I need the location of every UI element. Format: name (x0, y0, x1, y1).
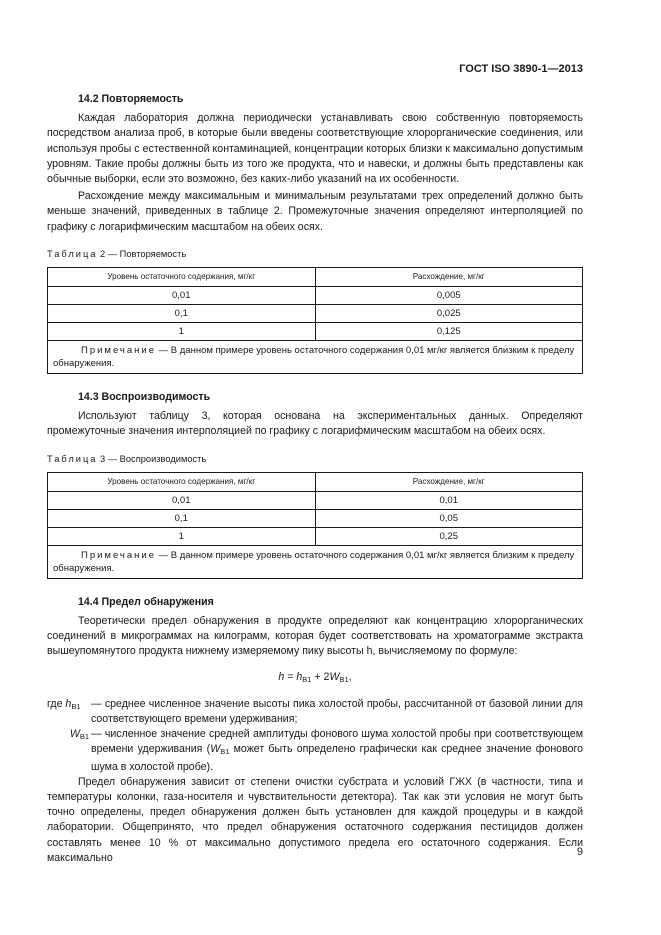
column-header-difference: Расхождение, мг/кг (315, 268, 583, 287)
section-14-3-paragraph-1: Используют таблицу 3, которая основана на экспериментальных данных. Определяют промежуточные значения интерполяцией по графику с логарифмическим масштабом на обеих осях. (47, 410, 583, 438)
table-cell: 0,25 (315, 527, 583, 545)
formula-w: W (329, 670, 340, 683)
where-prefix: где (47, 697, 63, 710)
table-cell: 0,01 (48, 287, 316, 305)
table-cell: 0,125 (315, 323, 583, 341)
standard-code-header: ГОСТ ISO 3890-1—2013 (459, 63, 583, 75)
table-2-repeatability (47, 267, 583, 374)
def1-symbol-sub: B1 (71, 701, 81, 711)
table-cell: 1 (48, 527, 316, 545)
definition-1-text: — среднее численное значение высоты пика холостой пробы, рассчитанной от базовой линии для соответствующего времени удерживания; (91, 697, 583, 726)
formula-h: h (296, 670, 303, 683)
definition-2-symbol (47, 727, 91, 775)
section-14-4-paragraph-1: Теоретически предел обнаружения в продукте определяют как концентрацию хлорорганических соединений в микрограммах на килограмм, которая будет соответствовать на хроматограмме экстракта вышеупомянутого продукта нижнему измеряемому пику высоты h, вычисляемому по формуле: (47, 615, 583, 658)
section-14-4-paragraph-2: Предел обнаружения зависит от степени очистки субстрата и условий ГЖХ (в частности, типа и температуры колонки, газа-носителя и чувствительности детектора). Так как эти условия не могут быть точно определены, предел обнаружения должен быть установлен для каждой процедуры и в каждой лаборатории. Общепринято, что предел обнаружения остаточного содержания пестицидов должен составлять менее 10 % от максимально допустимого предела его остаточного содержания. Если максимально (47, 775, 583, 864)
table-row (48, 527, 583, 545)
section-14-4-title: 14.4 Предел обнаружения (78, 595, 214, 608)
formula-definitions (47, 697, 583, 775)
section-14-2-paragraph-1: Каждая лаборатория должна периодически устанавливать свою собственную повторяемость посредством анализа проб, в которые были введены соответствующие хлорорганические соединения, или используя пробы с естественной контаминацией, концентрации которых близки к максимально допустимым уровням. Такие пробы должны быть из того же продукта, что и навески, и должны быть представлены как обычные выборки, если это возможно, без каких-либо указаний на их особенности. (47, 112, 583, 186)
table-row (48, 491, 583, 509)
table-header-row (48, 268, 583, 287)
table-3-caption (47, 452, 583, 467)
def2-symbol-sub: B1 (79, 732, 89, 742)
table-2-caption-text: 2 — Повторяемость (100, 248, 187, 259)
table-cell: 0,025 (315, 305, 583, 323)
page-number: 9 (576, 846, 583, 858)
table-3-note (48, 545, 583, 578)
column-header-residue-level: Уровень остаточного содержания, мг/кг (48, 472, 316, 491)
formula-lhs: h (278, 670, 285, 683)
table-note-row (48, 545, 583, 578)
table-header-row (48, 472, 583, 491)
section-14-3-title: 14.3 Воспроизводимость (78, 391, 211, 404)
def2-inline-symbol: W (210, 743, 221, 756)
formula-sub-2: B1 (339, 674, 349, 684)
note-text: — В данном примере уровень остаточного содержания 0,01 мг/кг является близким к пределу обнаружения. (53, 345, 575, 370)
def2-text-part-b: может быть определено графически как среднее значение фонового шума в холостой пробе). (91, 743, 583, 773)
formula-sub-1: B1 (302, 674, 312, 684)
formula-plus: + 2 (311, 670, 330, 683)
def2-inline-sub: B1 (220, 747, 230, 757)
table-cell: 0,01 (48, 491, 316, 509)
table-cell: 0,1 (48, 305, 316, 323)
table-2-caption (47, 247, 583, 262)
page-content (47, 92, 583, 866)
table-cell: 0,1 (48, 509, 316, 527)
table-note-row (48, 341, 583, 374)
table-2-note (48, 341, 583, 374)
detection-limit-formula (47, 670, 583, 687)
table-row (48, 323, 583, 341)
table-row (48, 287, 583, 305)
section-14-2-paragraph-2: Расхождение между максимальным и минимальным результатами трех определений должно быть меньше значений, приведенных в таблице 2. Промежуточные значения определяют интерполяцией по графику с логарифмическим масштабом на обеих осях. (47, 190, 583, 233)
note-label: Примечание (81, 345, 156, 357)
def2-symbol-letter: W (69, 728, 80, 741)
definition-1-symbol (47, 697, 91, 727)
definition-2-text (91, 727, 583, 775)
table-3-label: Таблица (47, 453, 98, 464)
note-text: — В данном примере уровень остаточного содержания 0,01 мг/кг является близким к пределу обнаружения. (53, 549, 575, 574)
table-row (48, 305, 583, 323)
def2-text-part-a: — численное значение средней амплитуды фонового шума холостой пробы при соответствующем времени удерживания ( (91, 728, 583, 756)
formula-equals: = (284, 670, 297, 683)
def1-symbol-letter: h (65, 697, 72, 710)
table-cell: 1 (48, 323, 316, 341)
table-cell: 0,01 (315, 491, 583, 509)
table-cell: 0,005 (315, 287, 583, 305)
table-row (48, 509, 583, 527)
column-header-residue-level: Уровень остаточного содержания, мг/кг (48, 268, 316, 287)
table-cell: 0,05 (315, 509, 583, 527)
formula-comma: , (348, 670, 352, 683)
table-3-reproducibility (47, 472, 583, 579)
table-2-label: Таблица (47, 248, 98, 259)
table-3-caption-text: 3 — Воспроизводимость (100, 453, 207, 464)
note-label: Примечание (81, 549, 156, 561)
column-header-difference: Расхождение, мг/кг (315, 472, 583, 491)
section-14-2-title: 14.2 Повторяемость (78, 93, 184, 105)
